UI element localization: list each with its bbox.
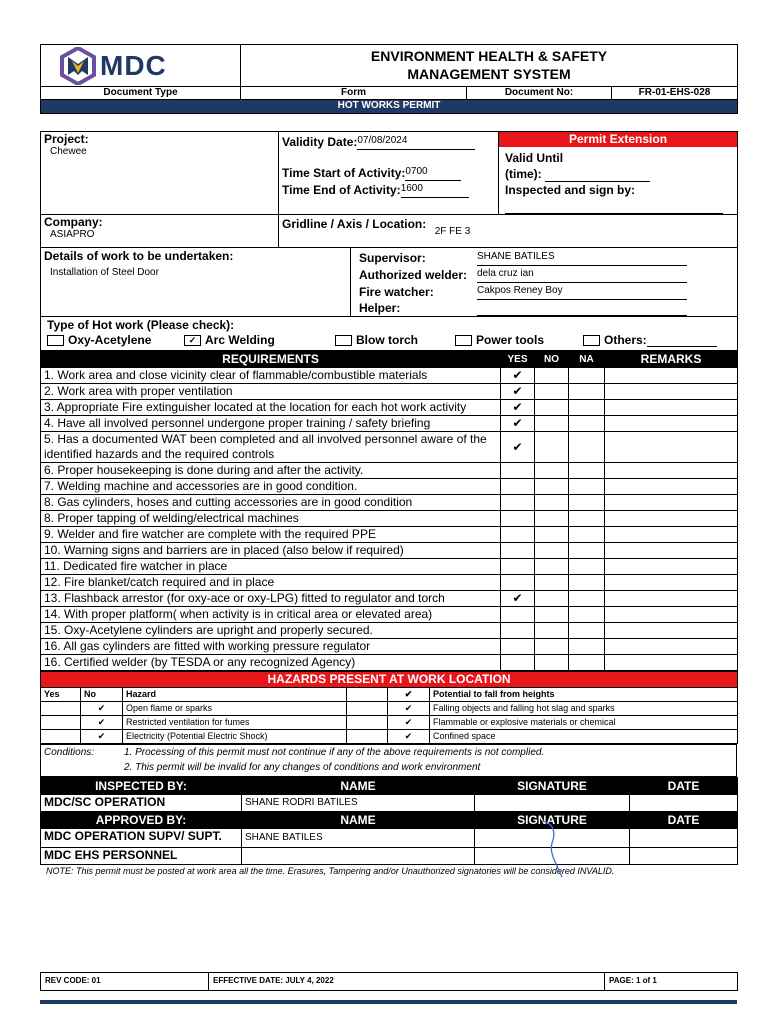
requirement-text: 13. Flashback arrestor (for oxy-ace or oxy-LPG) fitted to regulator and torch [41,591,501,607]
name-header-2: NAME [242,812,475,829]
hazards-title: HAZARDS PRESENT AT WORK LOCATION [41,672,738,688]
footer-table [40,972,738,991]
requirement-no[interactable] [535,655,569,671]
requirement-remarks[interactable] [605,607,738,623]
validity-label: Validity Date: [282,135,358,149]
requirement-na[interactable] [569,368,605,384]
requirement-remarks[interactable] [605,623,738,639]
requirement-text: 16. Certified welder (by TESDA or any recognized Agency) [41,655,501,671]
supervisor-label: Supervisor: [359,251,426,265]
requirement-na[interactable] [569,655,605,671]
form-title: HOT WORKS PERMIT [41,100,738,114]
requirement-row [41,432,738,463]
inspected-by-header: INSPECTED BY: [41,778,242,795]
others-label: Others: [604,333,647,347]
ehs-date[interactable] [630,848,738,865]
col-remarks: REMARKS [605,352,738,368]
logo-cell [41,45,241,87]
requirement-row [41,623,738,639]
watcher-label: Fire watcher: [359,285,434,299]
requirement-yes[interactable] [501,479,535,495]
doc-no-value: FR-01-EHS-028 [612,87,738,100]
conditions-table [40,744,737,777]
supv-date[interactable] [630,829,738,848]
title-line-2: MANAGEMENT SYSTEM [407,66,571,82]
requirement-text: 12. Fire blanket/catch required and in place [41,575,501,591]
company-label: Company: [44,215,103,229]
requirement-na[interactable] [569,591,605,607]
valid-until-field[interactable] [545,169,650,182]
conditions-label: Conditions: [44,747,95,758]
requirement-na[interactable] [569,463,605,479]
hotwork-option-blow[interactable] [335,333,455,347]
requirement-no[interactable] [535,639,569,655]
note-text: NOTE: This permit must be posted at work area all the time. Erasures, Tampering and/or Unauthorized signatories will be considered INVALID. [46,866,615,876]
mdc-logo-icon [60,47,96,85]
requirements-body [41,368,738,671]
requirement-text: 16. All gas cylinders are fitted with working pressure regulator [41,639,501,655]
hazard-row [41,702,738,716]
gridline-label: Gridline / Axis / Location: [282,217,427,231]
requirement-yes[interactable] [501,607,535,623]
hazard-no[interactable]: ✔ [81,702,123,716]
blow-checkbox[interactable] [335,335,352,346]
helper-label: Helper: [359,301,401,315]
logo-text: MDC [100,49,167,81]
requirement-na[interactable] [569,384,605,400]
hazard-yes[interactable] [41,702,81,716]
requirement-yes[interactable] [501,559,535,575]
hazard-r-yes[interactable]: ✔ [388,716,430,730]
requirement-yes[interactable] [501,495,535,511]
signature-header-1: SIGNATURE [475,778,630,795]
requirement-na[interactable] [569,432,605,463]
requirement-remarks[interactable] [605,479,738,495]
requirement-na[interactable] [569,559,605,575]
hz-col-hazard: Hazard [123,688,347,702]
hazard-text: Open flame or sparks [123,702,347,716]
requirements-table [40,351,738,671]
requirement-no[interactable] [535,527,569,543]
requirement-yes[interactable] [501,575,535,591]
power-label: Power tools [476,333,545,347]
requirement-no[interactable] [535,432,569,463]
hazard-r-empty [347,716,388,730]
hotwork-option-arc[interactable] [184,333,335,347]
requirement-na[interactable] [569,495,605,511]
hazard-r-text: Falling objects and falling hot slag and sparks [430,702,738,716]
requirement-yes[interactable]: ✔ [501,400,535,416]
hotwork-label: Type of Hot work (Please check): [47,318,235,332]
time-end-label: Time End of Activity: [282,183,401,197]
requirement-no[interactable] [535,368,569,384]
oxy-checkbox[interactable] [47,335,64,346]
hz-col-yes: Yes [41,688,81,702]
hotwork-option-oxy[interactable] [47,333,184,347]
requirement-yes[interactable] [501,511,535,527]
requirement-remarks[interactable] [605,432,738,463]
requirement-row [41,559,738,575]
doc-type-label: Document Type [41,87,241,100]
requirement-yes[interactable]: ✔ [501,591,535,607]
hazard-r-yes[interactable]: ✔ [388,702,430,716]
rev-code: REV CODE: 01 [41,973,209,991]
blow-label: Blow torch [356,333,418,347]
hazard-text: Electricity (Potential Electric Shock) [123,730,347,744]
col-yes: YES [501,352,535,368]
hazard-no[interactable]: ✔ [81,730,123,744]
supv-name[interactable]: SHANE BATILES [242,829,475,848]
requirement-na[interactable] [569,400,605,416]
requirement-no[interactable] [535,591,569,607]
conditions-cell [41,745,737,777]
name-header-1: NAME [242,778,475,795]
requirement-row [41,479,738,495]
requirement-text: 3. Appropriate Fire extinguisher located at the location for each hot work activity [41,400,501,416]
hz-r-text-0: Potential to fall from heights [430,688,738,702]
requirement-row [41,416,738,432]
requirement-na[interactable] [569,527,605,543]
details-cell [41,248,351,317]
requirement-yes[interactable]: ✔ [501,416,535,432]
hz-empty [347,688,388,702]
requirement-no[interactable] [535,543,569,559]
hazard-yes[interactable] [41,716,81,730]
requirement-na[interactable] [569,543,605,559]
time-end-value[interactable]: 1600 [401,181,469,198]
requirement-row [41,575,738,591]
requirement-row [41,543,738,559]
others-checkbox[interactable] [583,335,600,346]
hazard-text: Restricted ventilation for fumes [123,716,347,730]
requirement-text: 7. Welding machine and accessories are in good condition. [41,479,501,495]
project-cell [41,132,279,215]
company-value: ASIAPRO [50,229,95,240]
requirement-remarks[interactable] [605,463,738,479]
hazard-row [41,716,738,730]
condition-2: 2. This permit will be invalid for any changes of conditions and work environment [124,762,481,773]
requirement-no[interactable] [535,575,569,591]
requirement-remarks[interactable] [605,511,738,527]
requirement-text: 11. Dedicated fire watcher in place [41,559,501,575]
requirement-remarks[interactable] [605,400,738,416]
requirement-na[interactable] [569,575,605,591]
supv-label: MDC OPERATION SUPV/ SUPT. [41,829,242,848]
footer-bar [40,1000,737,1004]
hazards-body [41,702,738,744]
time-label: (time): [505,167,542,181]
page-number: PAGE: 1 of 1 [605,973,738,991]
requirement-no[interactable] [535,607,569,623]
time-start-value[interactable]: 0700 [405,164,461,181]
welder-value[interactable]: dela cruz ian [477,266,687,283]
requirement-remarks[interactable] [605,639,738,655]
condition-1: 1. Processing of this permit must not continue if any of the above requirements is not complied. [124,747,545,758]
requirement-no[interactable] [535,400,569,416]
details-value: Installation of Steel Door [50,267,159,278]
title-line-1: ENVIRONMENT HEALTH & SAFETY [370,48,608,64]
requirement-row [41,511,738,527]
requirement-row [41,639,738,655]
helper-field[interactable] [477,303,687,316]
oxy-label: Oxy-Acetylene [68,333,152,347]
validity-cell [279,132,499,215]
requirement-no[interactable] [535,384,569,400]
personnel-cell [351,248,738,317]
requirement-no[interactable] [535,495,569,511]
signature-scribble-icon [540,819,570,879]
hazard-r-empty [347,702,388,716]
requirement-row [41,655,738,671]
requirement-yes[interactable]: ✔ [501,384,535,400]
others-field[interactable] [647,334,717,347]
time-start-label: Time Start of Activity: [282,166,406,180]
hotwork-cell [41,317,738,351]
hotwork-option-power[interactable] [455,333,583,347]
hazard-yes[interactable] [41,730,81,744]
requirement-text: 2. Work area with proper ventilation [41,384,501,400]
date-header-1: DATE [630,778,738,795]
arc-label: Arc Welding [205,333,275,347]
gridline-cell [279,215,738,248]
mdc-sc-date[interactable] [630,795,738,812]
mdc-sc-name[interactable]: SHANE RODRI BATILES [242,795,475,812]
requirement-text: 5. Has a documented WAT been completed and all involved personnel aware of the identified hazards and the required controls [41,432,501,463]
inspected-sign-field[interactable] [505,201,723,214]
valid-until-label: Valid Until [505,151,564,165]
mdc-sc-signature[interactable] [475,795,630,812]
requirement-yes[interactable] [501,623,535,639]
requirement-row [41,368,738,384]
requirement-no[interactable] [535,479,569,495]
requirement-remarks[interactable] [605,655,738,671]
doc-type-value: Form [241,87,467,100]
hotwork-option-others[interactable] [583,333,717,347]
requirement-remarks[interactable] [605,416,738,432]
col-no: NO [535,352,569,368]
requirement-na[interactable] [569,623,605,639]
extension-cell [499,132,738,215]
company-cell [41,215,279,248]
requirement-text: 15. Oxy-Acetylene cylinders are upright and properly secured. [41,623,501,639]
gridline-value: 2F FE 3 [434,226,471,237]
power-checkbox[interactable] [455,335,472,346]
hazards-table [40,671,738,744]
requirement-remarks[interactable] [605,575,738,591]
requirement-no[interactable] [535,463,569,479]
effective-date: EFFECTIVE DATE: JULY 4, 2022 [209,973,605,991]
requirement-text: 14. With proper platform( when activity is in critical area or elevated area) [41,607,501,623]
requirement-text: 10. Warning signs and barriers are in placed (also below if required) [41,543,501,559]
signature-header-2: SIGNATURE [475,812,630,829]
requirement-row [41,591,738,607]
requirement-yes[interactable] [501,655,535,671]
mdc-sc-label: MDC/SC OPERATION [41,795,242,812]
signoff-table [40,777,738,865]
supervisor-value[interactable]: SHANE BATILES [477,249,687,266]
requirement-text: 8. Gas cylinders, hoses and cutting accessories are in good condition [41,495,501,511]
requirement-text: 6. Proper housekeeping is done during and after the activity. [41,463,501,479]
requirement-text: 1. Work area and close vicinity clear of flammable/combustible materials [41,368,501,384]
hazard-r-empty [347,730,388,744]
requirement-yes[interactable] [501,543,535,559]
header-table [40,44,738,114]
date-header-2: DATE [630,812,738,829]
requirement-yes[interactable]: ✔ [501,368,535,384]
requirement-no[interactable] [535,511,569,527]
hazard-r-text: Flammable or explosive materials or chemical [430,716,738,730]
doc-no-label: Document No: [467,87,612,100]
col-na: NA [569,352,605,368]
hazard-r-yes[interactable]: ✔ [388,730,430,744]
requirement-remarks[interactable] [605,527,738,543]
requirement-row [41,527,738,543]
hazard-no[interactable]: ✔ [81,716,123,730]
ehs-label: MDC EHS PERSONNEL [41,848,242,865]
requirement-row [41,607,738,623]
project-value: Chewee [50,146,87,157]
requirement-no[interactable] [535,559,569,575]
requirement-text: 9. Welder and fire watcher are complete with the required PPE [41,527,501,543]
requirement-row [41,400,738,416]
requirement-na[interactable] [569,416,605,432]
requirement-text: 8. Proper tapping of welding/electrical machines [41,511,501,527]
hazard-r-text: Confined space [430,730,738,744]
requirement-na[interactable] [569,479,605,495]
requirement-no[interactable] [535,623,569,639]
requirement-no[interactable] [535,416,569,432]
extension-title: Permit Extension [499,132,737,147]
inspected-sign-label: Inspected and sign by: [505,183,636,197]
ehs-name[interactable] [242,848,475,865]
footer [40,972,737,991]
hazard-row [41,730,738,744]
requirement-yes[interactable] [501,527,535,543]
project-label: Project: [44,132,89,146]
requirement-remarks[interactable] [605,559,738,575]
details-label: Details of work to be undertaken: [44,249,234,263]
requirements-title: REQUIREMENTS [41,352,501,368]
requirement-na[interactable] [569,511,605,527]
requirement-remarks[interactable] [605,368,738,384]
hz-r-check-0[interactable]: ✔ [388,688,430,702]
requirement-remarks[interactable] [605,543,738,559]
requirement-remarks[interactable] [605,591,738,607]
requirement-text: 4. Have all involved personnel undergone proper training / safety briefing [41,416,501,432]
requirement-na[interactable] [569,639,605,655]
requirement-row [41,384,738,400]
permit-form [40,44,737,876]
requirement-yes[interactable] [501,463,535,479]
header-title [241,45,738,87]
requirement-yes[interactable]: ✔ [501,432,535,463]
requirement-row [41,495,738,511]
welder-label: Authorized welder: [359,268,468,282]
project-table [40,131,738,351]
validity-value[interactable]: 07/08/2024 [357,133,475,150]
requirement-yes[interactable] [501,639,535,655]
hz-col-no: No [81,688,123,702]
requirement-row [41,463,738,479]
approved-by-header: APPROVED BY: [41,812,242,829]
arc-checkbox[interactable]: ✓ [184,335,201,346]
watcher-value[interactable]: Cakpos Reney Boy [477,283,687,300]
requirement-remarks[interactable] [605,384,738,400]
requirement-remarks[interactable] [605,495,738,511]
requirement-na[interactable] [569,607,605,623]
